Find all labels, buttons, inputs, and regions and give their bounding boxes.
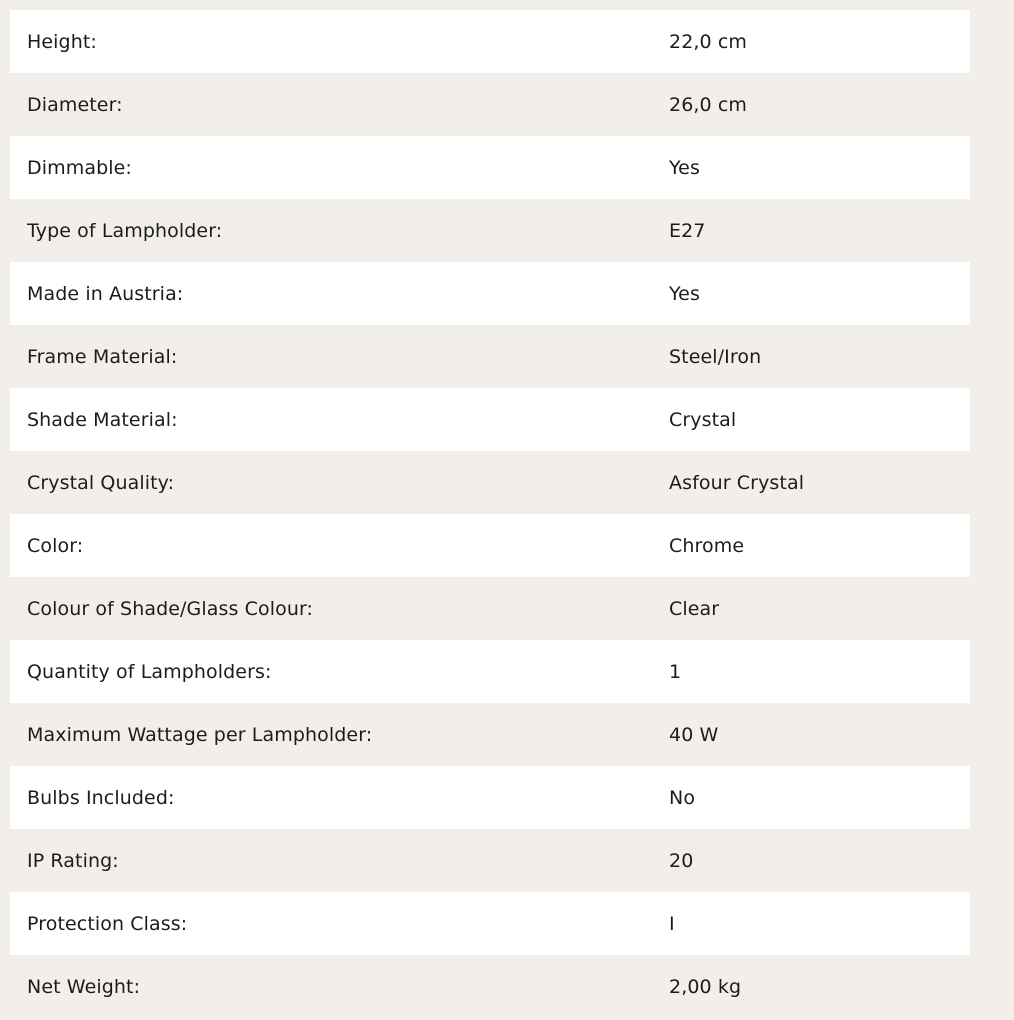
spec-value: Chrome	[669, 534, 745, 557]
spec-value: Yes	[669, 282, 700, 305]
spec-value: 40 W	[669, 723, 719, 746]
spec-label: Diameter:	[27, 93, 123, 116]
spec-value: Steel/Iron	[669, 345, 762, 368]
spec-label: Type of Lampholder:	[27, 219, 223, 242]
spec-label: Bulbs Included:	[27, 786, 175, 809]
spec-row-ip-rating	[10, 829, 970, 892]
spec-value: 2,00 kg	[669, 975, 742, 998]
spec-row-height	[10, 10, 970, 73]
spec-row-max-wattage	[10, 703, 970, 766]
spec-row-net-weight	[10, 955, 970, 1018]
spec-label: Height:	[27, 30, 97, 53]
spec-value: Crystal	[669, 408, 737, 431]
spec-value: Clear	[669, 597, 720, 620]
spec-row-shade-material	[10, 388, 970, 451]
spec-label: Made in Austria:	[27, 282, 184, 305]
spec-value: E27	[669, 219, 706, 242]
spec-value: 26,0 cm	[669, 93, 747, 116]
spec-row-protection-class	[10, 892, 970, 955]
spec-label: Net Weight:	[27, 975, 141, 998]
spec-label: Colour of Shade/Glass Colour:	[27, 597, 314, 620]
specifications-table	[10, 10, 970, 1018]
spec-row-lampholder-quantity	[10, 640, 970, 703]
spec-row-shade-colour	[10, 577, 970, 640]
spec-row-bulbs-included	[10, 766, 970, 829]
spec-value: Yes	[669, 156, 700, 179]
spec-row-made-in-austria	[10, 262, 970, 325]
spec-row-frame-material	[10, 325, 970, 388]
spec-label: Color:	[27, 534, 84, 557]
spec-value: Asfour Crystal	[669, 471, 805, 494]
spec-label: Maximum Wattage per Lampholder:	[27, 723, 373, 746]
spec-label: Frame Material:	[27, 345, 178, 368]
spec-value: 22,0 cm	[669, 30, 747, 53]
spec-row-dimmable	[10, 136, 970, 199]
spec-label: Quantity of Lampholders:	[27, 660, 272, 683]
spec-label: Protection Class:	[27, 912, 188, 935]
spec-value: 20	[669, 849, 694, 872]
spec-label: Crystal Quality:	[27, 471, 175, 494]
spec-row-color	[10, 514, 970, 577]
spec-row-diameter	[10, 73, 970, 136]
spec-label: IP Rating:	[27, 849, 119, 872]
spec-row-lampholder-type	[10, 199, 970, 262]
spec-row-crystal-quality	[10, 451, 970, 514]
spec-value: 1	[669, 660, 682, 683]
spec-label: Dimmable:	[27, 156, 132, 179]
spec-label: Shade Material:	[27, 408, 178, 431]
spec-value: No	[669, 786, 696, 809]
spec-value: I	[669, 912, 675, 935]
